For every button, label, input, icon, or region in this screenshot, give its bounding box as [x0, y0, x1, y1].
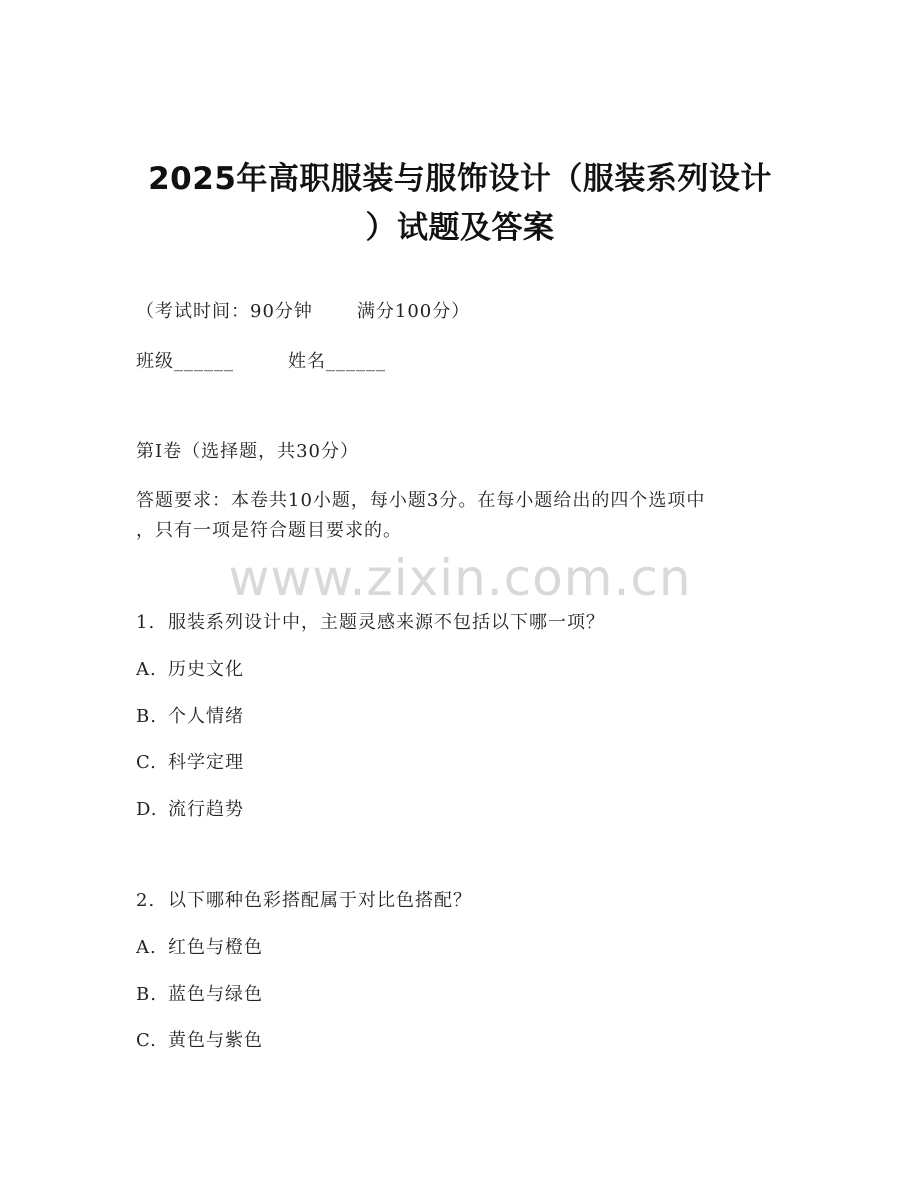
question-2 [136, 888, 472, 914]
option-label: A. [136, 659, 157, 680]
option-label: A. [136, 937, 157, 958]
watermark: www.zixin.com.cn [228, 549, 692, 607]
exam-info [136, 299, 470, 325]
option-label: D. [136, 799, 158, 820]
exam-time: （考试时间：90分钟 [136, 301, 313, 322]
question-1 [136, 610, 605, 636]
question-number: 1. [136, 612, 156, 633]
question-2-option-a [136, 935, 263, 961]
question-text: 以下哪种色彩搭配属于对比色搭配？ [168, 890, 472, 911]
section-title: 第I卷（选择题，共30分） [136, 441, 360, 462]
option-text: 黄色与紫色 [168, 1030, 263, 1051]
instructions-line-2: ，只有一项是符合题目要求的。 [136, 520, 402, 541]
question-1-option-a [136, 657, 244, 683]
document-title-line-1: 2025年高职服装与服饰设计（服装系列设计 [148, 161, 772, 197]
student-info [136, 349, 386, 375]
question-1-option-d [136, 797, 244, 823]
question-2-option-c [136, 1028, 263, 1054]
option-label: B. [136, 984, 157, 1005]
full-score: 满分100分） [356, 301, 471, 322]
question-1-option-c [136, 750, 244, 776]
instructions-line-1: 答题要求：本卷共10小题，每小题3分。在每小题给出的四个选项中 [136, 490, 706, 511]
class-field: 班级______ [136, 351, 234, 372]
option-label: B. [136, 706, 157, 727]
question-2-option-b [136, 982, 263, 1008]
question-1-option-b [136, 704, 244, 730]
document-title-line-2: ）试题及答案 [365, 210, 555, 246]
option-label: C. [136, 1030, 157, 1051]
option-text: 个人情绪 [168, 706, 244, 727]
option-label: C. [136, 752, 157, 773]
option-text: 蓝色与绿色 [168, 984, 263, 1005]
name-field: 姓名______ [288, 351, 386, 372]
option-text: 历史文化 [168, 659, 244, 680]
option-text: 科学定理 [168, 752, 244, 773]
question-text: 服装系列设计中，主题灵感来源不包括以下哪一项？ [168, 612, 605, 633]
option-text: 红色与橙色 [168, 937, 263, 958]
question-number: 2. [136, 890, 156, 911]
option-text: 流行趋势 [168, 799, 244, 820]
